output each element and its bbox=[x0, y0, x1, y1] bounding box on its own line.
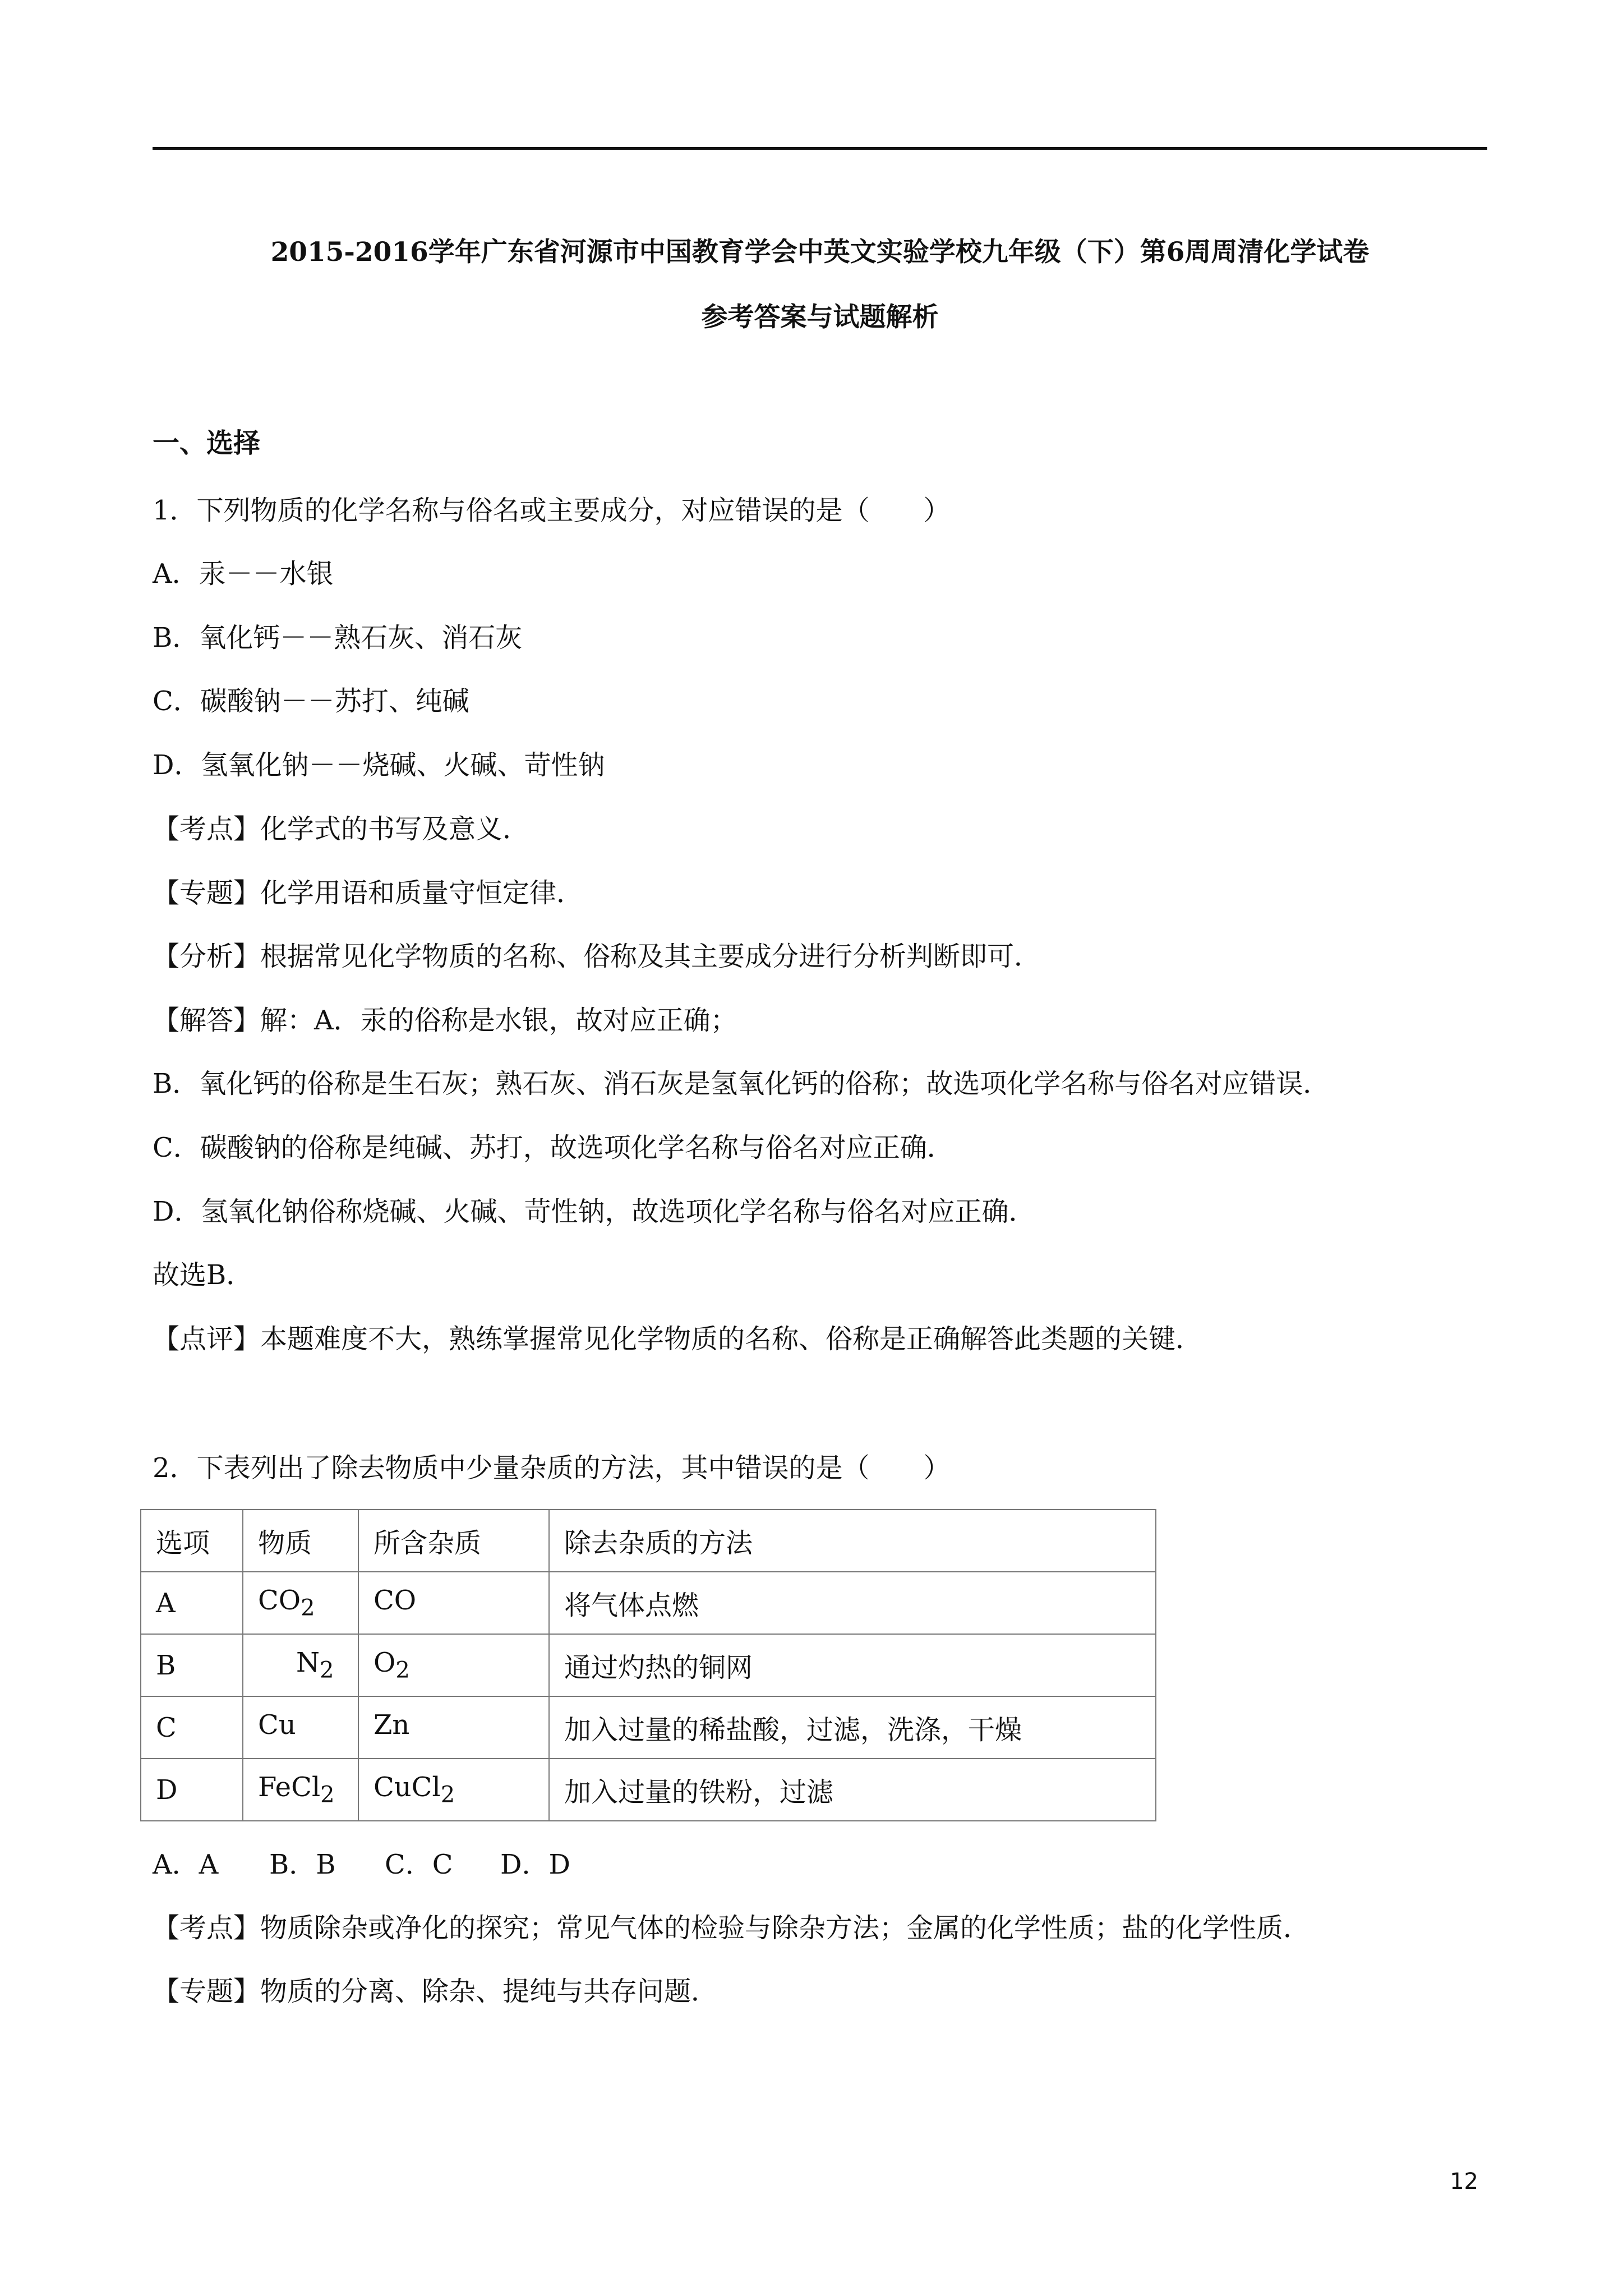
substance-cell: $CO_2$ bbox=[243, 1572, 358, 1634]
header-cell: 物质 bbox=[243, 1510, 358, 1572]
q1-answer: 故选B． bbox=[153, 1259, 253, 1291]
table-row bbox=[141, 1759, 1156, 1821]
q1-fenxi: 【分析】根据常见化学物质的名称、俗称及其主要成分进行分析判断即可． bbox=[153, 941, 1041, 972]
header-cell: 所含杂质 bbox=[358, 1510, 549, 1572]
q2-choices bbox=[153, 1847, 570, 1883]
option-cell: A bbox=[141, 1572, 243, 1634]
q1-option-d: D．氢氧化钠－－烧碱、火碱、苛性钠 bbox=[153, 749, 605, 781]
section-heading: 一、选择 bbox=[153, 427, 261, 459]
header-cell: 选项 bbox=[141, 1510, 243, 1572]
option-cell: C bbox=[141, 1696, 243, 1759]
substance-cell: FeCl$_2$ bbox=[243, 1759, 358, 1821]
method-cell: 将气体点燃 bbox=[549, 1572, 1156, 1634]
q2-choice-a: A．A bbox=[153, 1849, 219, 1880]
paper-title: 2015-2016学年广东省河源市中国教育学会中英文实验学校九年级（下）第6周周清化学试卷 bbox=[270, 237, 1370, 268]
substance-cell: Cu bbox=[243, 1696, 358, 1759]
option-cell: B bbox=[141, 1634, 243, 1696]
q2-choice-b: B．B bbox=[269, 1849, 336, 1880]
paper-subtitle: 参考答案与试题解析 bbox=[701, 302, 939, 333]
q1-option-a: A．汞－－水银 bbox=[153, 558, 334, 590]
method-cell: 加入过量的稀盐酸，过滤，洗涤，干燥 bbox=[549, 1696, 1156, 1759]
q2-choice-d: D．D bbox=[500, 1849, 570, 1880]
q1-jieda-3: C．碳酸钠的俗称是纯碱、苏打，故选项化学名称与俗名对应正确． bbox=[153, 1132, 954, 1163]
q1-kaodian: 【考点】化学式的书写及意义． bbox=[153, 813, 530, 845]
q2-zhuanti: 【专题】物质的分离、除杂、提纯与共存问题． bbox=[153, 1976, 718, 2007]
q1-dianping: 【点评】本题难度不大，熟练掌握常见化学物质的名称、俗称是正确解答此类题的关键． bbox=[153, 1323, 1203, 1355]
q2-kaodian: 【考点】物质除杂或净化的探究；常见气体的检验与除杂方法；金属的化学性质；盐的化学性质． bbox=[153, 1912, 1311, 1944]
table-header-row bbox=[141, 1510, 1156, 1572]
substance-cell: $N_2$ bbox=[243, 1634, 358, 1696]
page-number: 12 bbox=[1450, 2169, 1478, 2194]
q1-zhuanti: 【专题】化学用语和质量守恒定律． bbox=[153, 877, 584, 909]
q2-choice-c: C．C bbox=[385, 1849, 453, 1880]
q2-stem: 2．下表列出了除去物质中少量杂质的方法，其中错误的是（ ） bbox=[153, 1452, 951, 1484]
option-cell: D bbox=[141, 1759, 243, 1821]
q1-jieda-1: 【解答】解：A．汞的俗称是水银，故对应正确； bbox=[153, 1005, 737, 1036]
impurity-cell: Zn bbox=[358, 1696, 549, 1759]
q2-table bbox=[140, 1509, 1156, 1821]
header-cell: 除去杂质的方法 bbox=[549, 1510, 1156, 1572]
header-rule bbox=[153, 147, 1487, 150]
table-row bbox=[141, 1572, 1156, 1634]
method-cell: 通过灼热的铜网 bbox=[549, 1634, 1156, 1696]
q1-jieda-2: B．氧化钙的俗称是生石灰；熟石灰、消石灰是氢氧化钙的俗称；故选项化学名称与俗名对应错误． bbox=[153, 1068, 1330, 1099]
impurity-cell: CuCl$_2$ bbox=[358, 1759, 549, 1821]
q1-jieda-4: D．氢氧化钠俗称烧碱、火碱、苛性钠，故选项化学名称与俗名对应正确． bbox=[153, 1196, 1036, 1227]
q1-stem: 1．下列物质的化学名称与俗名或主要成分，对应错误的是（ ） bbox=[153, 495, 951, 526]
q1-option-c: C．碳酸钠－－苏打、纯碱 bbox=[153, 685, 469, 717]
impurity-cell: CO bbox=[358, 1572, 549, 1634]
table-row bbox=[141, 1634, 1156, 1696]
method-cell: 加入过量的铁粉，过滤 bbox=[549, 1759, 1156, 1821]
table-row bbox=[141, 1696, 1156, 1759]
q1-option-b: B．氧化钙－－熟石灰、消石灰 bbox=[153, 622, 523, 654]
impurity-cell: $O_2$ bbox=[358, 1634, 549, 1696]
